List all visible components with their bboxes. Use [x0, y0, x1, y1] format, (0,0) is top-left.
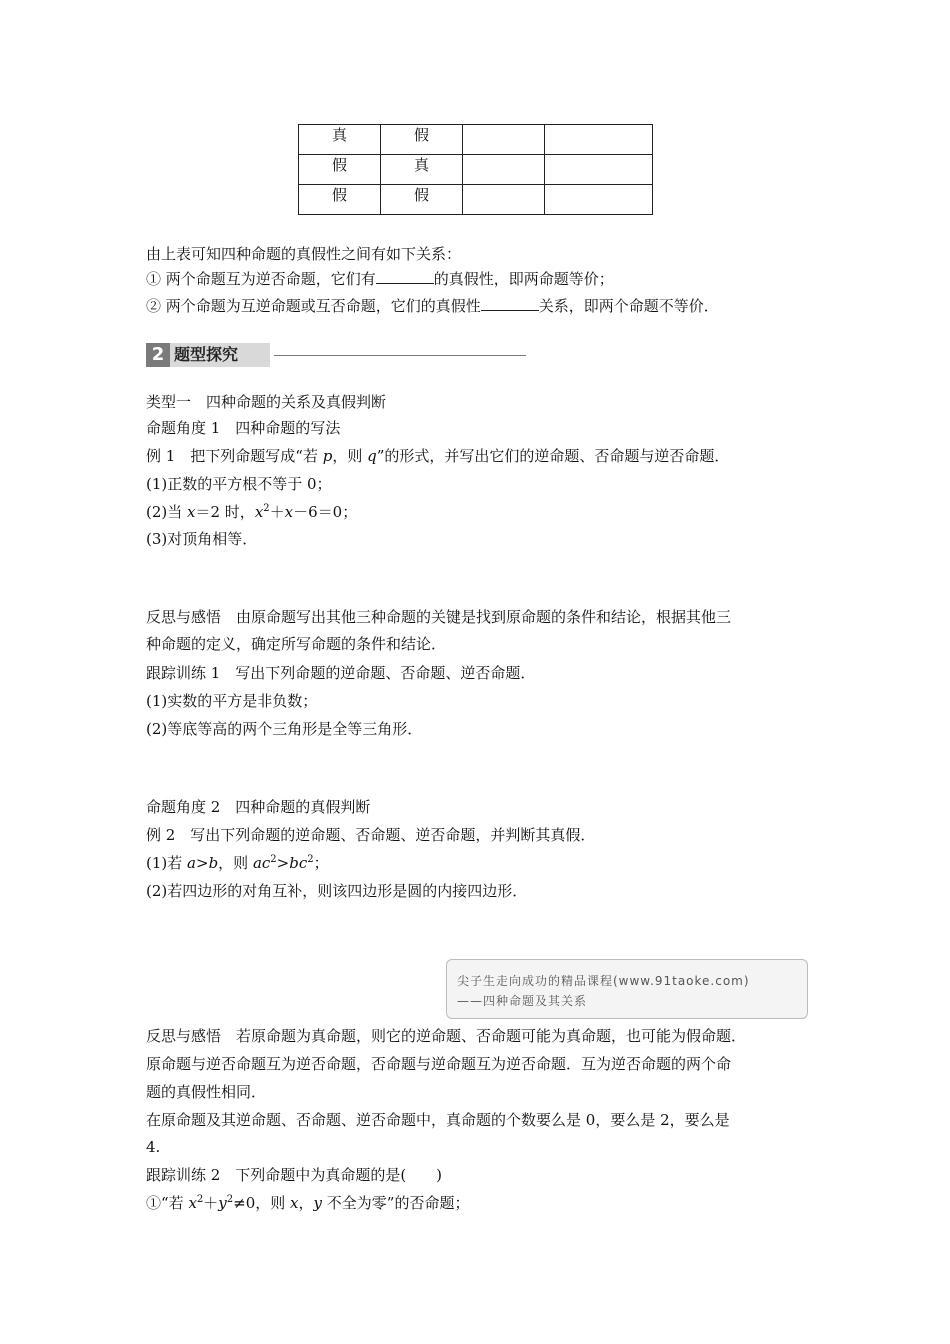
table-cell: 假: [381, 125, 463, 155]
reflection-1-line-1: 反思与感悟 由原命题写出其他三种命题的关键是找到原命题的条件和结论，根据其他三: [146, 608, 732, 626]
table-cell: [463, 125, 545, 155]
training-2-item-1: ①“若 $x^2+y^2\ne 0$，则 x，y 不全为零”的否命题；: [146, 1194, 470, 1212]
fill-blank: [481, 296, 539, 311]
table-row: [299, 155, 653, 185]
table-cell: [463, 155, 545, 185]
example-1-item-2: (2)当 x＝2 时，$x^2+x-6=0$；: [146, 503, 358, 521]
example-2-item-1: (1)若 a>b，则 $ac^2>bc^2$；: [146, 854, 329, 872]
training-2-title: 跟踪训练 2 下列命题中为真命题的是( ): [146, 1166, 443, 1184]
watermark-line-1: 尖子生走向成功的精品课程(www.91taoke.com): [457, 974, 750, 988]
training-1-item-2: (2)等底等高的两个三角形是全等三角形．: [146, 720, 423, 738]
reflection-2-line-5: 4.: [146, 1138, 161, 1156]
section-number: 2: [146, 343, 170, 367]
table-cell: 假: [381, 185, 463, 215]
table-cell: [545, 185, 653, 215]
example-1-item-3: (3)对顶角相等．: [146, 530, 258, 548]
reflection-1-line-2: 种命题的定义，确定所写命题的条件和结论．: [146, 635, 447, 653]
relation-item-1: ① 两个命题互为逆否命题，它们有 的真假性，即两命题等价；: [146, 270, 614, 288]
reflection-2-line-1: 反思与感悟 若原命题为真命题，则它的逆命题、否命题可能为真命题，也可能为假命题．: [146, 1027, 747, 1045]
table-row: [299, 185, 653, 215]
training-1-title: 跟踪训练 1 写出下列命题的逆命题、否命题、逆否命题．: [146, 664, 536, 682]
table-cell: [545, 125, 653, 155]
example-1-title: 例 1 把下列命题写成“若 p，则 q”的形式，并写出它们的逆命题、否命题与逆否命题．: [146, 447, 730, 465]
table-cell: 真: [299, 125, 381, 155]
reflection-2-line-4: 在原命题及其逆命题、否命题、逆否命题中，真命题的个数要么是 0，要么是 2，要么是: [146, 1111, 730, 1129]
example-1-item-1: (1)正数的平方根不等于 0；: [146, 475, 332, 493]
section-heading: [146, 343, 526, 369]
type-title: 类型一 四种命题的关系及真假判断: [146, 393, 387, 411]
angle-title-2: 命题角度 2 四种命题的真假判断: [146, 798, 371, 816]
example-2-item-2: (2)若四边形的对角互补，则该四边形是圆的内接四边形．: [146, 882, 528, 900]
reflection-2-line-2: 原命题与逆否命题互为逆否命题，否命题与逆命题互为逆否命题．互为逆否命题的两个命: [146, 1055, 732, 1073]
section-rule: [274, 355, 526, 356]
table-row: [299, 125, 653, 155]
training-1-item-1: (1)实数的平方是非负数；: [146, 692, 318, 710]
section-title: 题型探究: [174, 345, 239, 364]
table-cell: [463, 185, 545, 215]
table-cell: [545, 155, 653, 185]
angle-title-1: 命题角度 1 四种命题的写法: [146, 419, 341, 437]
reflection-2-line-3: 题的真假性相同．: [146, 1083, 267, 1101]
course-watermark: [446, 959, 808, 1019]
watermark-line-2: ——四种命题及其关系: [457, 994, 588, 1008]
truth-table: [298, 124, 653, 215]
fill-blank: [376, 269, 434, 284]
relation-intro: 由上表可知四种命题的真假性之间有如下关系：: [146, 245, 462, 263]
table-cell: 假: [299, 155, 381, 185]
relation-item-2: ② 两个命题为互逆命题或互否命题，它们的真假性 关系，即两个命题不等价．: [146, 297, 719, 315]
example-2-title: 例 2 写出下列命题的逆命题、否命题、逆否命题，并判断其真假．: [146, 826, 596, 844]
table-cell: 假: [299, 185, 381, 215]
table-cell: 真: [381, 155, 463, 185]
